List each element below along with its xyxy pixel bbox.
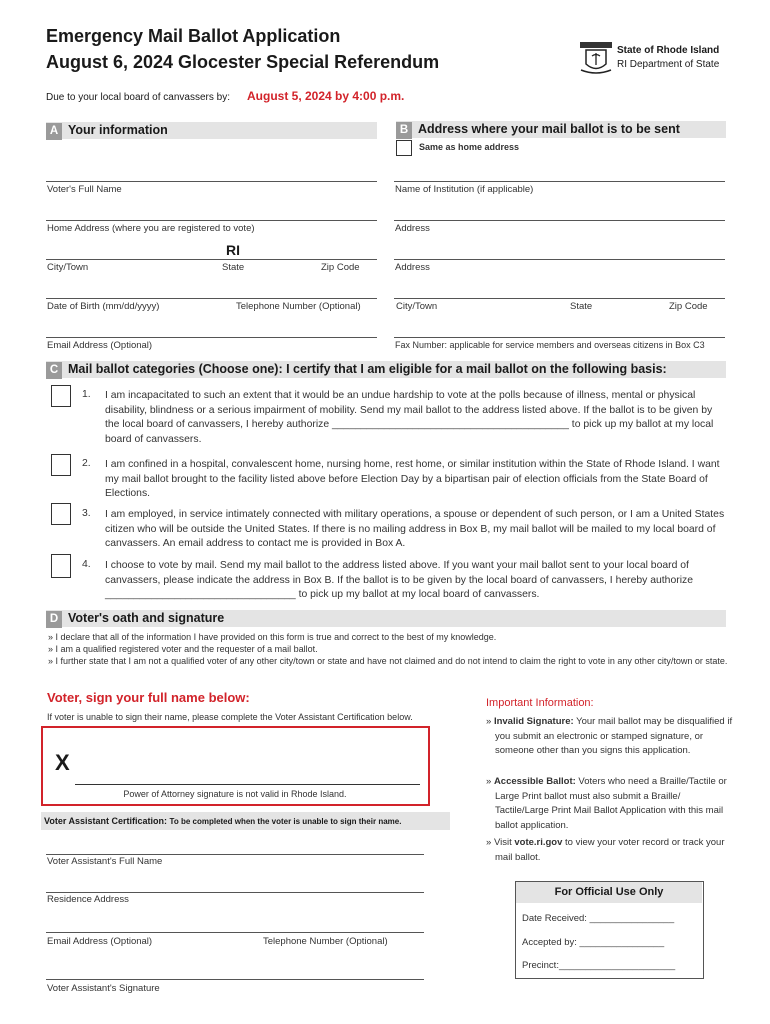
assistant-cert-note: To be completed when the voter is unable to sign their name.: [169, 817, 402, 826]
category-1-text: I am incapacitated to such an extent that it would be an undue hardship to vote at the polls because of illness, mental or physical disability, blindness or a serious impairment of mobility. Send my mail ballot to the address listed above. If the ballot is to be given by the local board of canvassers, I hereby authorize _________________________________________ to pick up my ballot at my local board of canvassers.: [105, 390, 714, 445]
home-address-label: Home Address (where you are registered to vote): [47, 223, 255, 234]
signature-x-mark: X: [55, 750, 70, 775]
home-address-field[interactable]: [46, 220, 377, 221]
category-2-text: I am confined in a hospital, convalescent home, nursing home, rest home, or similar institution within the State of Rhode Island. I want my mail ballot brought to the facility listed above before Election Day by a bipartisan pair of election officials from the State Board of Elections.: [105, 459, 720, 499]
mail-address2-field[interactable]: [394, 259, 725, 260]
oath-line-1: » I declare that all of the information I have provided on this form is true and correct to the best of my knowledge.: [48, 632, 497, 642]
category-3-number: 3.: [82, 508, 91, 519]
mail-address-field[interactable]: [394, 220, 725, 221]
section-d-title: Voter's oath and signature: [68, 611, 225, 625]
oath-line-3: » I further state that I am not a qualified voter of any other city/town or state and have not claimed and do not intend to claim the right to vote in any other city/town or state.: [48, 656, 728, 666]
section-b-header: [396, 121, 726, 138]
oath-line-2: » I am a qualified registered voter and the requester of a mail ballot.: [48, 644, 318, 654]
category-2-number: 2.: [82, 458, 91, 469]
official-use-title: For Official Use Only: [516, 882, 702, 903]
accessible-ballot-note: » Accessible Ballot: Voters who need a Braille/Tactile or Large Print ballot must also submit a Braille/ Tactile/Large Print Mail Ballot Application with this mail ballot application.: [486, 776, 727, 831]
assistant-email-label: Email Address (Optional): [47, 936, 153, 947]
sign-note: If voter is unable to sign their name, please complete the Voter Assistant Certification below.: [47, 712, 413, 722]
section-b-letter: B: [396, 122, 412, 139]
visit-suffix: to view your voter record or track your mail ballot.: [495, 837, 725, 863]
assistant-cert-title: Voter Assistant Certification:: [44, 816, 168, 826]
fax-field[interactable]: [394, 337, 725, 338]
same-as-home-label: Same as home address: [419, 142, 520, 152]
invalid-signature-note: » Invalid Signature: Your mail ballot may be disqualified if you submit an electronic or stamped signature, or someone other than you signs this application.: [486, 716, 733, 757]
category-2-checkbox[interactable]: [51, 454, 71, 476]
section-a-letter: A: [46, 123, 62, 140]
accessible-ballot-text: Voters who need a Braille/Tactile or Large Print ballot must also submit a Braille/ Tactile/Large Print Mail Ballot Application with this mail ballot application.: [495, 776, 727, 831]
dob-phone-field[interactable]: [46, 298, 377, 299]
section-c-header: [46, 361, 726, 378]
sign-heading: Voter, sign your full name below:: [47, 690, 250, 705]
mail-address2-label: Address: [395, 262, 430, 273]
section-b-title: Address where your mail ballot is to be sent: [418, 122, 680, 136]
email-label: Email Address (Optional): [47, 340, 153, 351]
signature-line: [75, 784, 420, 785]
state-value: RI: [226, 242, 240, 258]
residence-label: Residence Address: [47, 894, 129, 905]
assistant-cert-header: [41, 812, 450, 830]
state-seal-icon: [578, 40, 614, 76]
assistant-name-field[interactable]: [46, 854, 424, 855]
invalid-signature-text: Your mail ballot may be disqualified if you submit an electronic or stamped signature, or someone other than you signs this application.: [495, 716, 733, 757]
accepted-by-field: Accepted by: ________________: [522, 937, 665, 948]
section-a-header: [46, 122, 377, 139]
mail-address-label: Address: [395, 223, 430, 234]
due-label: Due to your local board of canvassers by:: [46, 92, 230, 103]
city-label: City/Town: [47, 262, 89, 273]
email-field[interactable]: [46, 337, 377, 338]
zip-label: Zip Code: [321, 262, 360, 273]
category-4-text: I choose to vote by mail. Send my mail ballot to the address listed above. If you want your mail ballot sent to your local board of canvassers, please indicate the address in Box B. If the ballot is to be given by the local board of canvassers, I hereby authorize _________________________________ to pick up my ballot at my local board of canvassers.: [105, 560, 693, 600]
city-state-zip-field[interactable]: [46, 259, 377, 260]
fax-label: Fax Number: applicable for service members and overseas citizens in Box C3: [395, 340, 705, 350]
vote-ri-link[interactable]: vote.ri.gov: [514, 837, 563, 848]
state-name: State of Rhode Island: [617, 45, 720, 56]
form-subtitle: August 6, 2024 Glocester Special Referendum: [46, 52, 440, 72]
mail-city-label: City/Town: [396, 301, 438, 312]
accessible-ballot-title: Accessible Ballot:: [493, 776, 576, 787]
form-title: Emergency Mail Ballot Application: [46, 26, 341, 46]
precinct-field: Precinct:______________________: [522, 960, 676, 971]
assistant-email-phone-field[interactable]: [46, 932, 424, 933]
category-3-checkbox[interactable]: [51, 503, 71, 525]
assistant-signature-field[interactable]: [46, 979, 424, 980]
section-d-letter: D: [46, 611, 62, 628]
assistant-phone-label: Telephone Number (Optional): [263, 936, 388, 947]
voter-name-field[interactable]: [46, 181, 377, 182]
voter-signature-box[interactable]: [41, 726, 430, 806]
category-1-checkbox[interactable]: [51, 385, 71, 407]
category-3-text: I am employed, in service intimately connected with military operations, a spouse or dependent of such person, or I am a United States citizen who will be outside the United States. If there is no mailing address in Box B, my mail ballot will be mailed to my local board of canvassers. An email address to contact me is provided in Box A.: [105, 509, 725, 549]
state-label: State: [222, 262, 245, 273]
assistant-signature-label: Voter Assistant's Signature: [47, 983, 160, 994]
section-c-letter: C: [46, 362, 62, 379]
mail-state-label: State: [570, 301, 593, 312]
section-a-title: Your information: [68, 123, 168, 137]
dob-label: Date of Birth (mm/dd/yyyy): [47, 301, 160, 312]
institution-label: Name of Institution (if applicable): [395, 184, 534, 195]
department-name: RI Department of State: [617, 59, 720, 70]
invalid-signature-title: Invalid Signature:: [493, 716, 574, 727]
official-use-box: [515, 881, 704, 979]
residence-field[interactable]: [46, 892, 424, 893]
important-heading: Important Information:: [486, 697, 594, 709]
visit-prefix: Visit: [493, 837, 512, 848]
mail-city-field[interactable]: [394, 298, 725, 299]
category-1-number: 1.: [82, 389, 91, 400]
poa-note: Power of Attorney signature is not valid in Rhode Island.: [123, 789, 347, 799]
category-4-number: 4.: [82, 559, 91, 570]
institution-field[interactable]: [394, 181, 725, 182]
phone-label: Telephone Number (Optional): [236, 301, 361, 312]
voter-name-label: Voter's Full Name: [47, 184, 122, 195]
mail-zip-label: Zip Code: [669, 301, 708, 312]
visit-note: » Visit vote.ri.gov to view your voter record or track your mail ballot.: [486, 837, 725, 863]
same-as-home-checkbox[interactable]: [396, 140, 412, 156]
due-date: August 5, 2024 by 4:00 p.m.: [247, 89, 405, 103]
category-4-checkbox[interactable]: [51, 554, 71, 578]
assistant-name-label: Voter Assistant's Full Name: [47, 856, 163, 867]
date-received-field: Date Received: ________________: [522, 913, 675, 924]
section-d-header: [46, 610, 726, 627]
section-c-title: Mail ballot categories (Choose one): I certify that I am eligible for a mail ballot on the following basis:: [68, 362, 667, 376]
